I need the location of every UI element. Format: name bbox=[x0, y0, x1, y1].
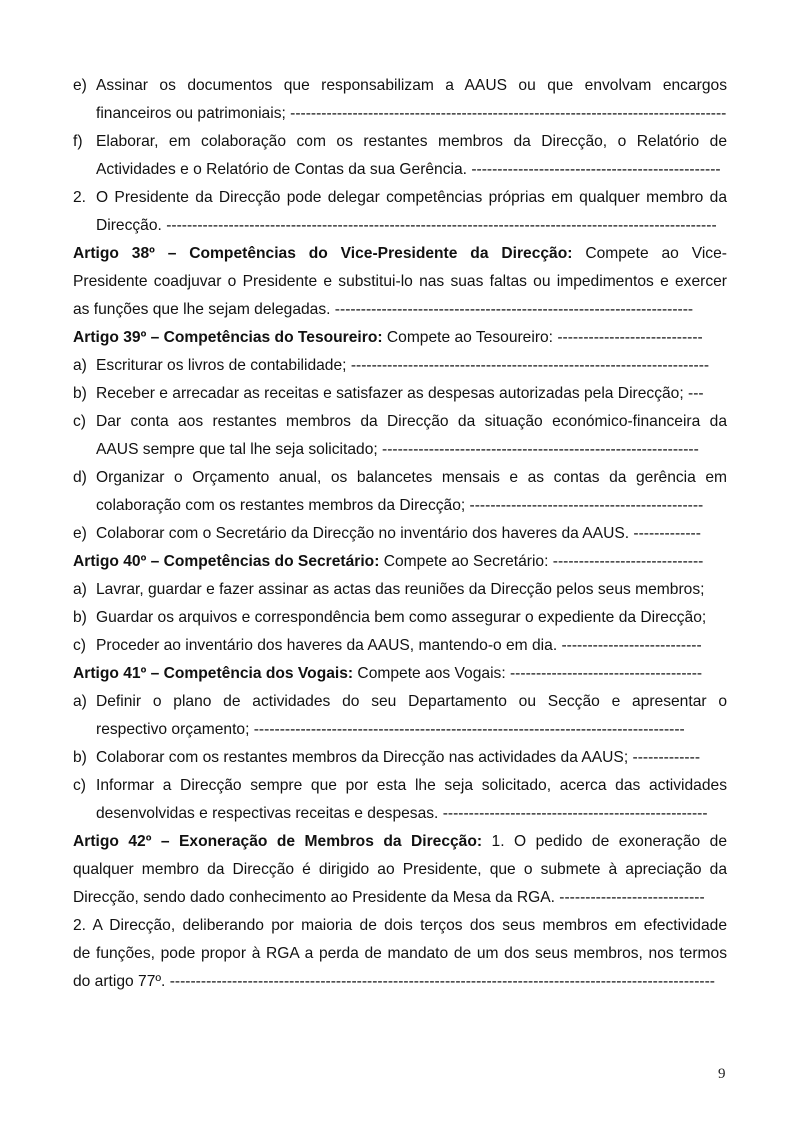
page-number: 9 bbox=[718, 1066, 726, 1082]
continuation-line bbox=[96, 496, 727, 516]
article-38-heading bbox=[73, 244, 727, 264]
line-text: Proceder ao inventário dos haveres da AAUS, mantendo-o em dia. --------------------------- bbox=[96, 637, 702, 654]
line-text: Guardar os arquivos e correspondência bem como assegurar o expediente da Direcção; bbox=[96, 609, 707, 626]
line-text: Compete aos Vogais: ------------------------------------- bbox=[353, 665, 703, 682]
article-title: Artigo 39º – Competências do Tesoureiro: bbox=[73, 329, 383, 346]
list-label: b) bbox=[73, 385, 87, 402]
paragraph-line bbox=[73, 860, 727, 880]
list-label: b) bbox=[73, 609, 87, 626]
continuation-line bbox=[96, 216, 727, 236]
list-item-e-line bbox=[73, 524, 727, 544]
list-item-b-line bbox=[73, 384, 727, 404]
line-text: Actividades e o Relatório de Contas da sua Gerência. ------------------------------------------------ bbox=[96, 161, 721, 178]
line-text: desenvolvidas e respectivas receitas e despesas. --------------------------------------------------- bbox=[96, 805, 708, 822]
article-title: Artigo 38º – Competências do Vice-Presidente da Direcção: bbox=[73, 245, 573, 262]
list-label: b) bbox=[73, 749, 87, 766]
article-title: Artigo 41º – Competência dos Vogais: bbox=[73, 665, 354, 682]
line-text: respectivo orçamento; ----------------------------------------------------------------------------------- bbox=[96, 721, 685, 738]
list-label: a) bbox=[73, 581, 87, 598]
paragraph-line bbox=[73, 972, 727, 992]
list-label: 2. bbox=[73, 189, 87, 206]
article-42-heading bbox=[73, 832, 727, 852]
list-label: a) bbox=[73, 693, 87, 710]
article-39-heading bbox=[73, 328, 727, 348]
line-text: Organizar o Orçamento anual, os balancetes mensais e as contas da gerência em bbox=[96, 469, 727, 486]
line-text: 1. O pedido de exoneração de bbox=[482, 833, 728, 850]
list-label: c) bbox=[73, 637, 86, 654]
list-label: e) bbox=[73, 525, 87, 542]
list-label: f) bbox=[73, 133, 83, 150]
list-label: e) bbox=[73, 77, 87, 94]
line-text: Receber e arrecadar as receitas e satisfazer as despesas autorizadas pela Direcção; --- bbox=[96, 385, 704, 402]
line-text: Compete ao Tesoureiro: ---------------------------- bbox=[382, 329, 703, 346]
line-text: do artigo 77º. --------------------------------------------------------------------------------------------------------- bbox=[73, 973, 715, 990]
list-label: c) bbox=[73, 777, 86, 794]
paragraph-line bbox=[73, 272, 727, 292]
list-label: a) bbox=[73, 357, 87, 374]
list-item-c-line bbox=[73, 636, 727, 656]
list-item-a-line bbox=[73, 692, 727, 712]
list-item-b-line bbox=[73, 608, 727, 628]
line-text: O Presidente da Direcção pode delegar competências próprias em qualquer membro da bbox=[96, 189, 727, 206]
line-text: Assinar os documentos que responsabilizam a AAUS ou que envolvam encargos bbox=[96, 77, 727, 94]
list-item-e-line bbox=[73, 76, 727, 96]
list-item-c-line bbox=[73, 776, 727, 796]
line-text: AAUS sempre que tal lhe seja solicitado; ------------------------------------------------------------- bbox=[96, 441, 699, 458]
list-label: c) bbox=[73, 413, 86, 430]
line-text: Compete ao Vice- bbox=[572, 245, 727, 262]
line-text: qualquer membro da Direcção é dirigido ao Presidente, que o submete à apreciação da bbox=[73, 861, 727, 878]
paragraph-line bbox=[73, 944, 727, 964]
paragraph-line bbox=[73, 888, 727, 908]
line-text: colaboração com os restantes membros da Direcção; --------------------------------------------- bbox=[96, 497, 704, 514]
continuation-line bbox=[96, 104, 727, 124]
line-text: Definir o plano de actividades do seu Departamento ou Secção e apresentar o bbox=[96, 693, 727, 710]
continuation-line bbox=[96, 804, 727, 824]
list-label: d) bbox=[73, 469, 87, 486]
continuation-line bbox=[96, 720, 727, 740]
line-text: Escriturar os livros de contabilidade; --------------------------------------------------------------------- bbox=[96, 357, 710, 374]
article-40-heading bbox=[73, 552, 727, 572]
continuation-line bbox=[96, 160, 727, 180]
list-item-a-line bbox=[73, 356, 727, 376]
line-text: Informar a Direcção sempre que por esta lhe seja solicitado, acerca das actividades bbox=[96, 777, 727, 794]
article-41-heading bbox=[73, 664, 727, 684]
line-text: Direcção, sendo dado conhecimento ao Presidente da Mesa da RGA. ---------------------------- bbox=[73, 889, 705, 906]
list-item-c-line bbox=[73, 412, 727, 432]
line-text: Compete ao Secretário: ----------------------------- bbox=[379, 553, 704, 570]
line-text: Direcção. ---------------------------------------------------------------------------------------------------------- bbox=[96, 217, 717, 234]
line-text: 2. A Direcção, deliberando por maioria de dois terços dos seus membros em efectividade bbox=[73, 917, 727, 934]
article-title: Artigo 40º – Competências do Secretário: bbox=[73, 553, 380, 570]
list-item-f-line bbox=[73, 132, 727, 152]
line-text: Colaborar com os restantes membros da Direcção nas actividades da AAUS; ------------- bbox=[96, 749, 701, 766]
continuation-line bbox=[96, 440, 727, 460]
paragraph-line bbox=[73, 300, 727, 320]
line-text: Elaborar, em colaboração com os restantes membros da Direcção, o Relatório de bbox=[96, 133, 727, 150]
list-item-b-line bbox=[73, 748, 727, 768]
line-text: Lavrar, guardar e fazer assinar as actas das reuniões da Direcção pelos seus membros; bbox=[96, 581, 705, 598]
paragraph-line bbox=[73, 916, 727, 936]
list-item-a-line bbox=[73, 580, 727, 600]
line-text: Colaborar com o Secretário da Direcção no inventário dos haveres da AAUS. ------------- bbox=[96, 525, 701, 542]
numbered-item-2-line bbox=[73, 188, 727, 208]
line-text: financeiros ou patrimoniais; ------------------------------------------------------------------------------------ bbox=[96, 105, 727, 122]
line-text: de funções, pode propor à RGA a perda de mandato de um dos seus membros, nos termos bbox=[73, 945, 727, 962]
line-text: Dar conta aos restantes membros da Direcção da situação económico-financeira da bbox=[96, 413, 727, 430]
line-text: Presidente coadjuvar o Presidente e substitui-lo nas suas faltas ou impedimentos e exercer bbox=[73, 273, 727, 290]
line-text: as funções que lhe sejam delegadas. --------------------------------------------------------------------- bbox=[73, 301, 694, 318]
article-title: Artigo 42º – Exoneração de Membros da Direcção: bbox=[73, 833, 483, 850]
list-item-d-line bbox=[73, 468, 727, 488]
